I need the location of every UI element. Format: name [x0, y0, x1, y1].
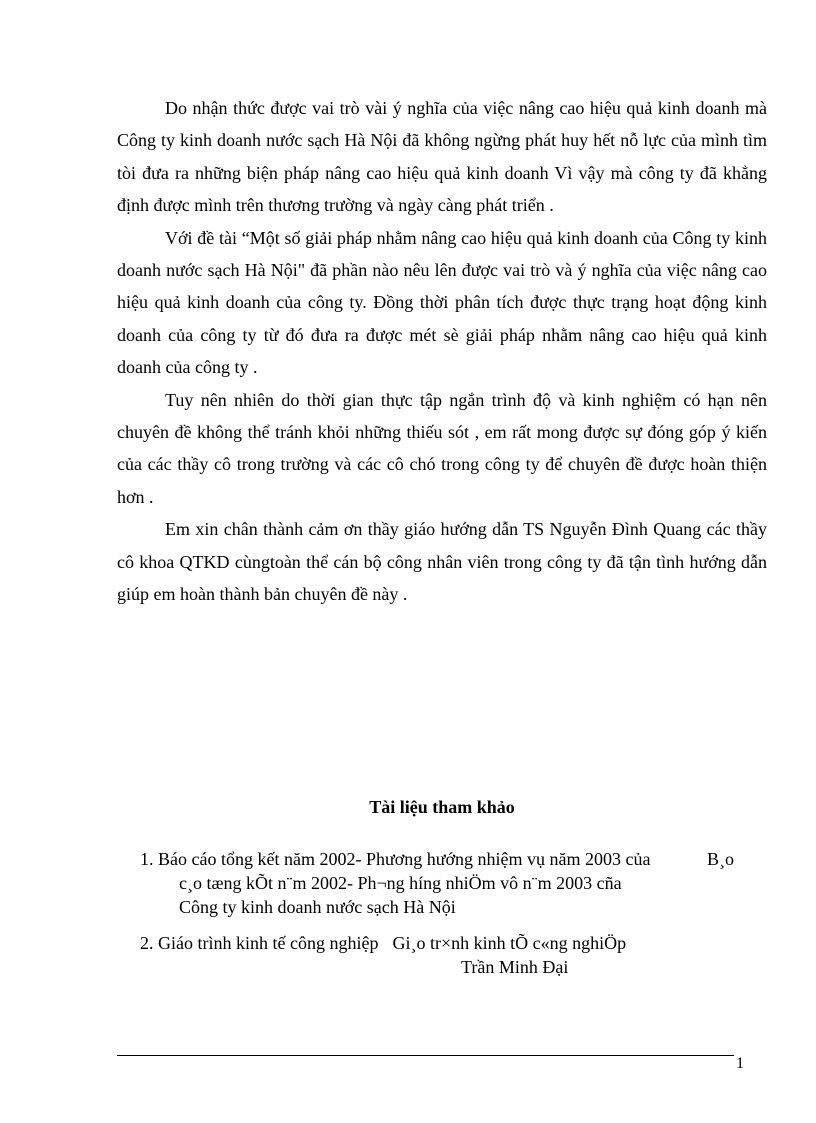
reference-1-garbled-text: B¸o	[707, 849, 734, 869]
reference-2-line-1	[140, 931, 780, 955]
references-list	[140, 847, 780, 979]
paragraph-3: Tuy nên nhiên do thời gian thực tập ngắn trình độ và kinh nghiệm có hạn nên chuyên đề không thể tránh khỏi những thiếu sót , em rất mong được sự đóng góp ý kiến của các thầy cô trong trường và các cô chó trong công ty để chuyên đề được hoàn thiện hơn .	[117, 389, 767, 507]
paragraph-2: Với đề tài “Một số giải pháp nhằm nâng cao hiệu quả kinh doanh của Công ty kinh doanh nước sạch Hà Nội" đã phần nào nêu lên được vai trò và ý nghĩa của việc nâng cao hiệu quả kinh doanh của công ty. Đồng thời phân tích được thực trạng hoạt động kinh doanh của công ty từ đó đưa ra được mét sè giải pháp nhằm nâng cao hiệu quả kinh doanh của công ty .	[117, 227, 767, 378]
reference-item-1	[140, 847, 780, 919]
reference-1-line-1: 1. Báo cáo tổng kết năm 2002- Phương hướng nhiệm vụ năm 2003 của	[140, 849, 651, 869]
body-text	[117, 92, 767, 611]
reference-item-2	[140, 931, 780, 979]
reference-2-author: Trần Minh Đại	[461, 957, 569, 977]
reference-1-line-2: c¸o tæng kÕt n¨m 2002- Ph¬ng híng nhiÖm vô n¨m 2003 cña	[179, 873, 622, 893]
references-title: Tài liệu tham khảo	[369, 797, 515, 817]
paragraph-1: Do nhận thức được vai trò vài ý nghĩa của việc nâng cao hiệu quả kinh doanh mà Công ty kinh doanh nước sạch Hà Nội đã không ngừng phát huy hết nỗ lực của mình tìm tòi đưa ra những biện pháp nâng cao hiệu quả kinh doanh Vì vậy mà công ty đã khẳng định được mình trên thương trường và ngày càng phát triển .	[117, 98, 767, 216]
page-number: 1	[736, 1055, 744, 1072]
reference-2-garbled-text: Gi¸o tr×nh kinh tÕ c«ng nghiÖp	[392, 933, 627, 953]
reference-2-title: 2. Giáo trình kinh tế công nghiệp	[140, 933, 379, 953]
paragraph-4: Em xin chân thành cảm ơn thầy giáo hướng dẫn TS Nguyễn Đình Quang các thầy cô khoa QTKD cùngtoàn thể cán bộ công nhân viên trong công ty đã tận tình hướng dẫn giúp em hoàn thành bản chuyên đề này .	[117, 519, 767, 605]
footer-divider	[117, 1055, 734, 1056]
reference-1-line-3: Công ty kinh doanh nước sạch Hà Nội	[179, 897, 456, 917]
